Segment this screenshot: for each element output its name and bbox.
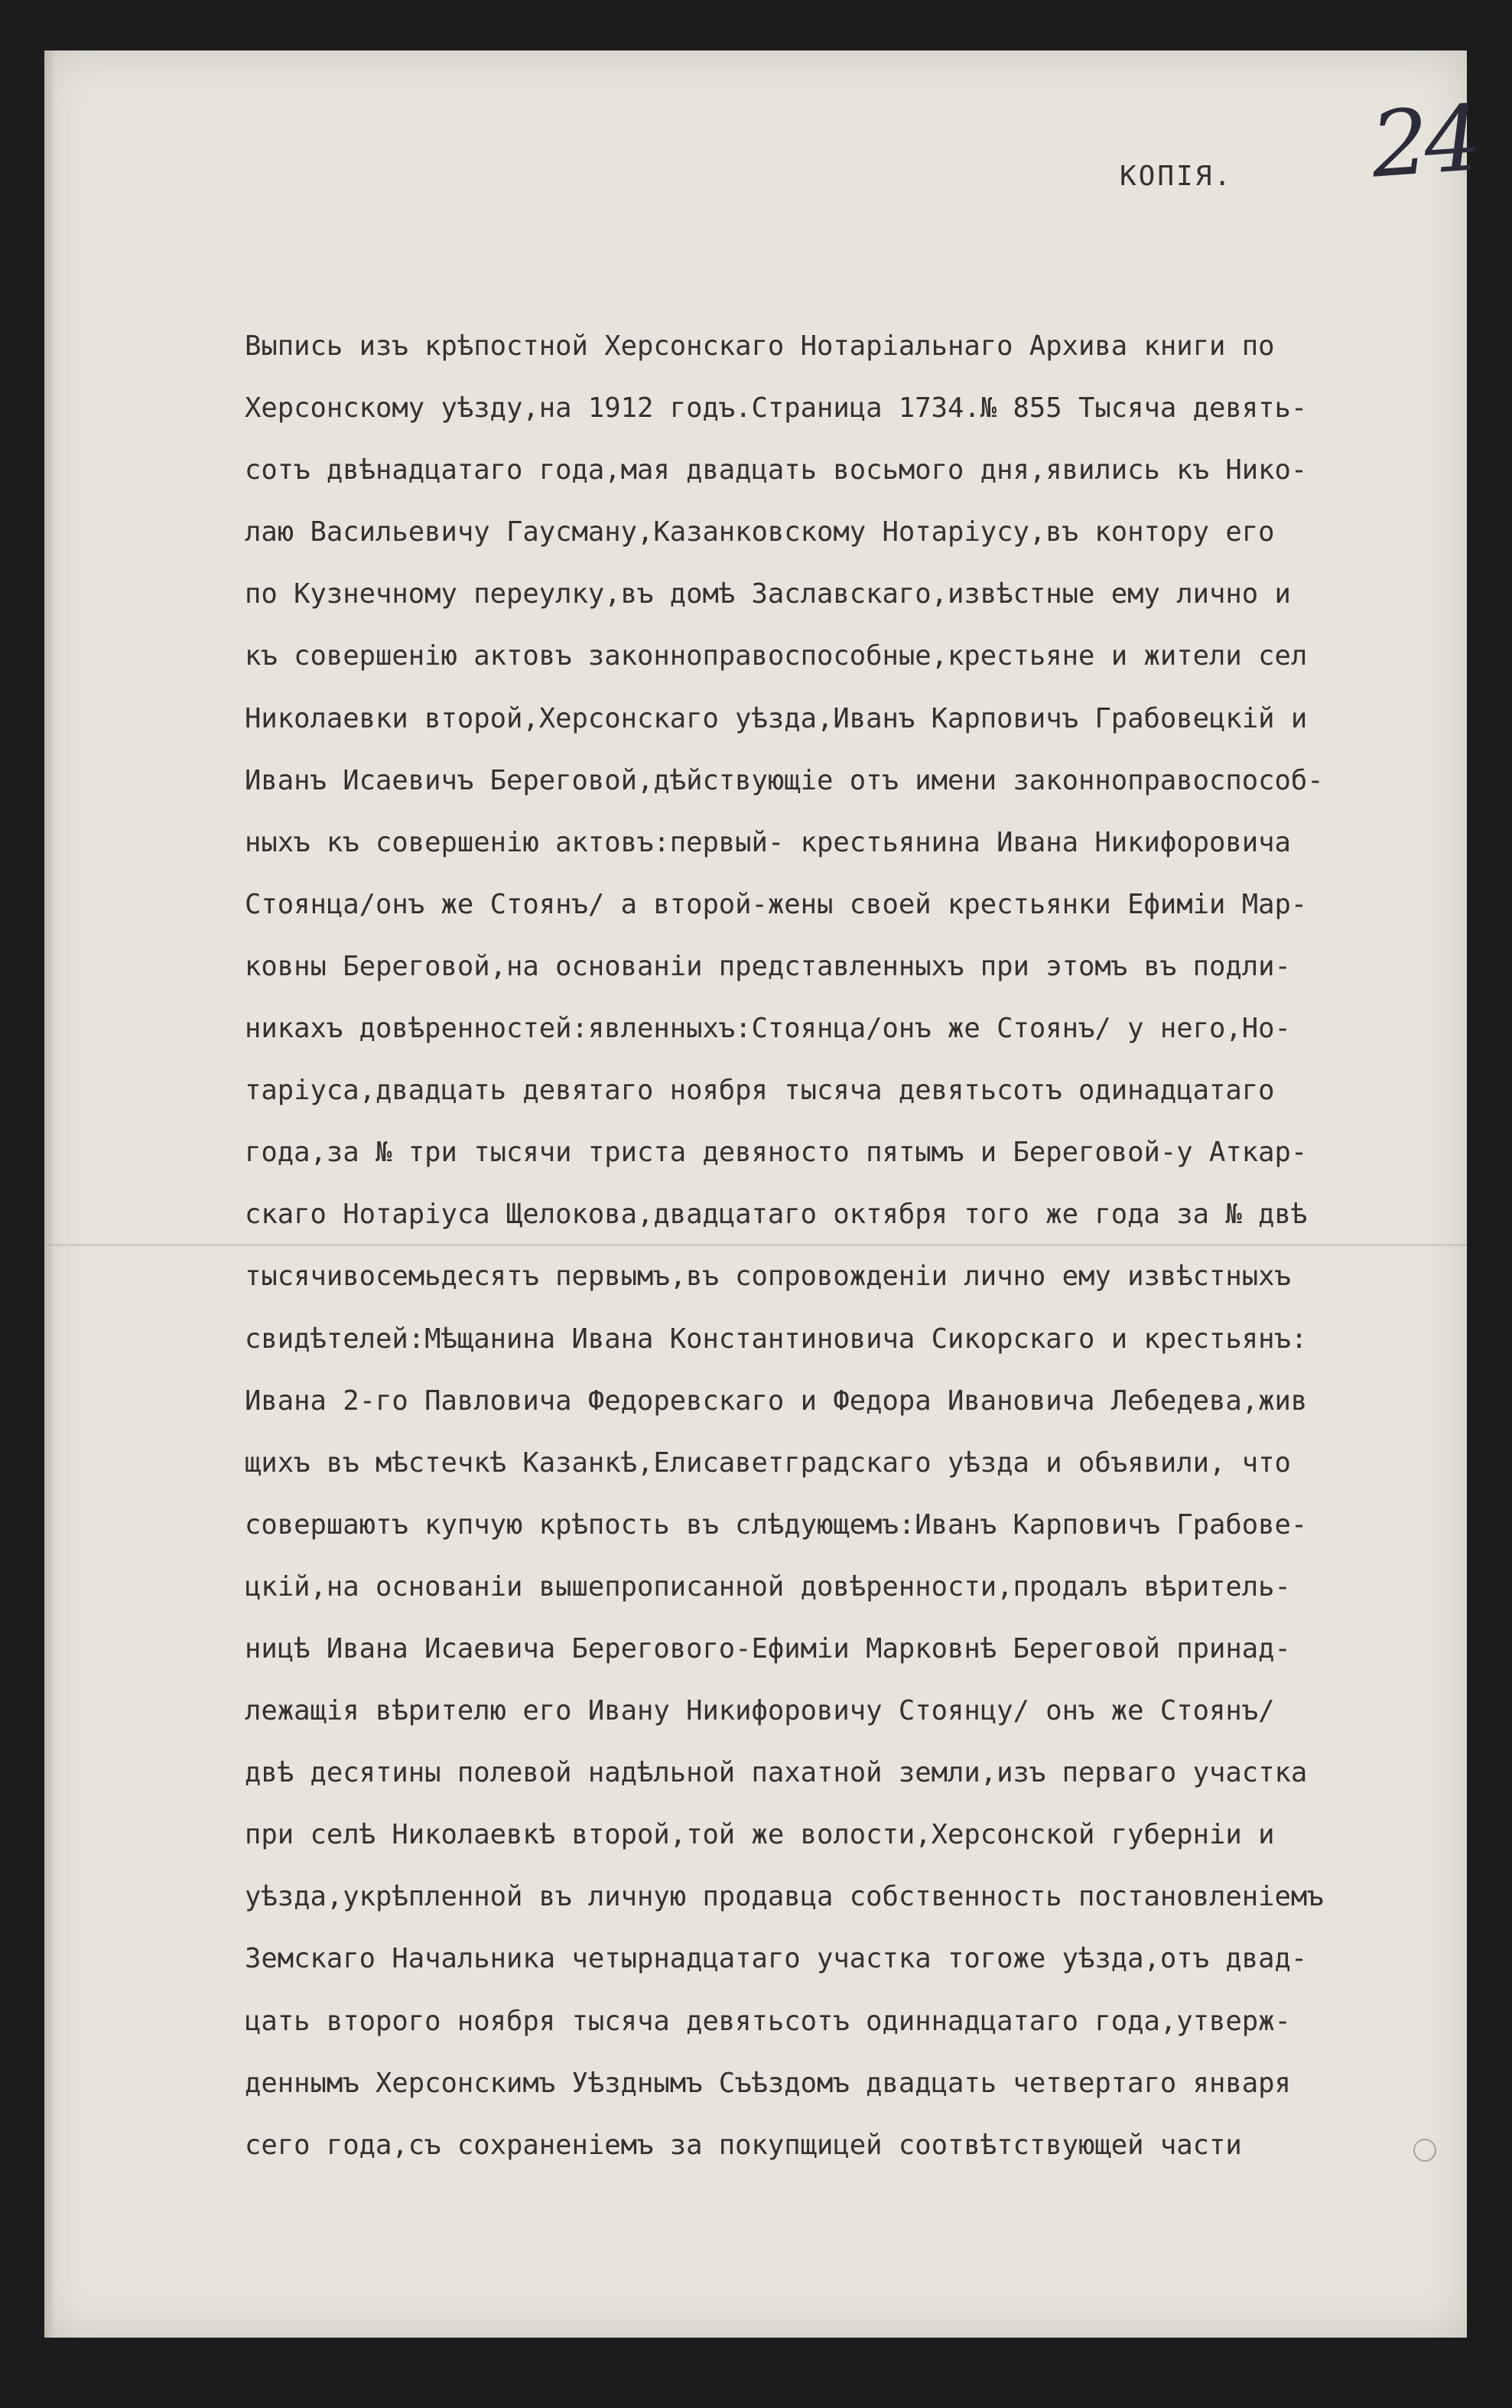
text-line: сего года,съ сохраненіемъ за покупщицей соотвѣтствующей части <box>245 2129 1242 2161</box>
text-line: ковны Береговой,на основаніи представленныхъ при этомъ въ подли- <box>245 950 1291 982</box>
text-line: Стоянца/онъ же Стоянъ/ а второй-жены своей крестьянки Ефиміи Мар- <box>245 888 1308 920</box>
text-line: цкій,на основаніи вышепрописанной довѣренности,продалъ вѣритель- <box>245 1570 1291 1603</box>
document-body <box>245 315 1499 2176</box>
text-line: сотъ двѣнадцатаго года,мая двадцать восьмого дня,явились къ Нико- <box>245 454 1308 486</box>
document-page <box>44 50 1481 2338</box>
text-line: года,за № три тысячи триста девяносто пятымъ и Береговой-у Аткар- <box>245 1137 1308 1169</box>
text-line: Выпись изъ крѣпостной Херсонскаго Нотаріальнаго Архива книги по <box>245 330 1275 362</box>
text-line: Земскаго Начальника четырнадцатаго участка тогоже уѣзда,отъ двад- <box>245 1943 1308 1975</box>
text-line: ныхъ къ совершенію актовъ:первый- крестьянина Ивана Никифоровича <box>245 826 1291 858</box>
text-line: Херсонскому уѣзду,на 1912 годъ.Страница 1734.№ 855 Тысяча девять- <box>245 392 1308 425</box>
text-line: таріуса,двадцать девятаго ноября тысяча девятьсотъ одинадцатаго <box>245 1075 1275 1107</box>
page-edge-shadow <box>44 50 55 2338</box>
text-line: лаю Васильевичу Гаусману,Казанковскому Нотаріусу,въ контору его <box>245 516 1275 548</box>
text-line: свидѣтелей:Мѣщанина Ивана Константиновича Сикорскаго и крестьянъ: <box>245 1323 1308 1355</box>
text-line: двѣ десятины полевой надѣльной пахатной земли,изъ перваго участка <box>245 1757 1308 1789</box>
text-line: Иванъ Исаевичъ Береговой,дѣйствующіе отъ имени законноправоспособ- <box>245 764 1324 796</box>
text-line: тысячивосемьдесятъ первымъ,въ сопровожденіи лично ему извѣстныхъ <box>245 1261 1291 1293</box>
text-line: при селѣ Николаевкѣ второй,той же волости,Херсонской губерніи и <box>245 1819 1275 1851</box>
text-line: уѣзда,укрѣпленной въ личную продавца собственность постановленіемъ <box>245 1881 1324 1913</box>
text-line: ницѣ Ивана Исаевича Берегового-Ефиміи Марковнѣ Береговой принад- <box>245 1632 1291 1664</box>
text-line: деннымъ Херсонскимъ Уѣзднымъ Съѣздомъ двадцать четвертаго января <box>245 2067 1291 2099</box>
handwritten-page-number: 24 <box>1367 85 1481 198</box>
text-line: Ивана 2-го Павловича Федоревскаго и Федора Ивановича Лебедева,жив <box>245 1385 1308 1417</box>
text-line: совершаютъ купчую крѣпость въ слѣдующемъ:Иванъ Карповичъ Грабове- <box>245 1508 1308 1541</box>
text-line: лежащія вѣрителю его Ивану Никифоровичу Стоянцу/ онъ же Стоянъ/ <box>245 1695 1275 1727</box>
text-line: скаго Нотаріуса Щелокова,двадцатаго октября того же года за № двѣ <box>245 1199 1308 1231</box>
text-line: къ совершенію актовъ законноправоспособные,крестьяне и жители сел <box>245 640 1308 672</box>
text-line: щихъ въ мѣстечкѣ Казанкѣ,Елисаветградскаго уѣзда и объявили, что <box>245 1446 1291 1479</box>
text-line: никахъ довѣренностей:явленныхъ:Стоянца/онъ же Стоянъ/ у него,Но- <box>245 1013 1291 1045</box>
document-heading: КОПІЯ. <box>1120 161 1234 192</box>
text-line: по Кузнечному переулку,въ домѣ Заславскаго,извѣстные ему лично и <box>245 578 1291 610</box>
text-line: цать второго ноября тысяча девятьсотъ одиннадцатаго года,утверж- <box>245 2005 1291 2037</box>
text-line: Николаевки второй,Херсонскаго уѣзда,Иванъ Карповичъ Грабовецкій и <box>245 702 1308 734</box>
